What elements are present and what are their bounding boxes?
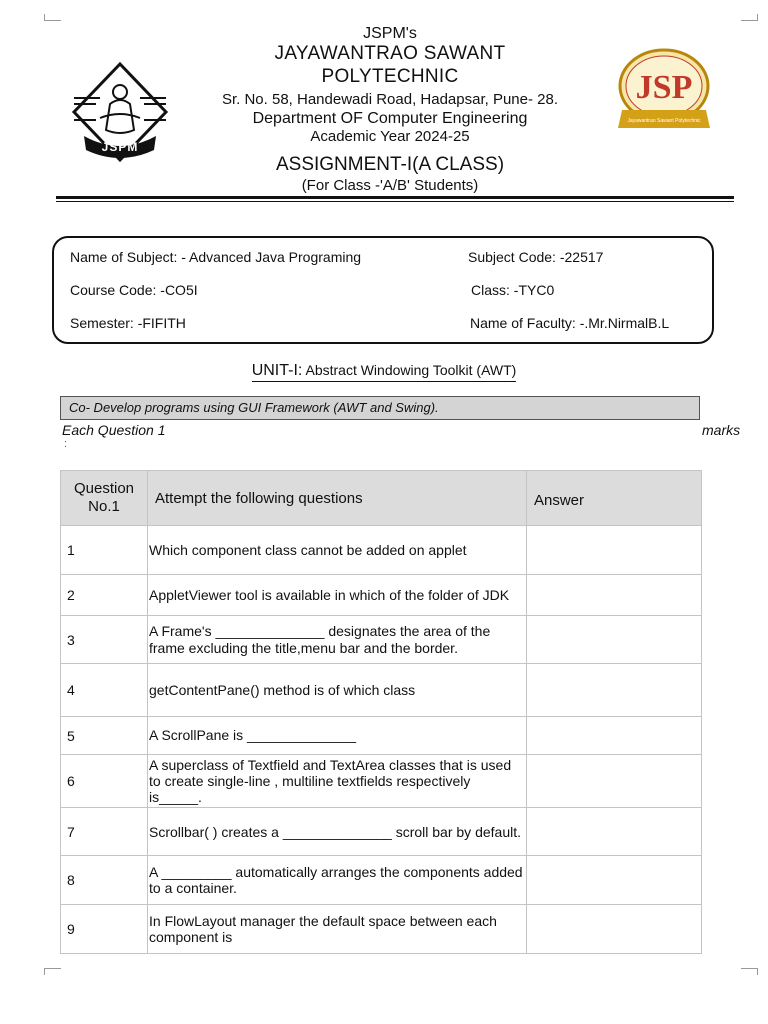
answer-header: Answer — [527, 471, 702, 526]
subject-name-field — [70, 249, 361, 265]
semester-value: -FIFITH — [133, 315, 186, 331]
header-divider — [56, 196, 734, 199]
question-text: A superclass of Textfield and TextArea classes that is used to create single-line , multiline textfields respectively is_____. — [148, 755, 527, 808]
course-code-label: Course Code: — [70, 282, 157, 298]
question-text: A Frame's ______________ designates the area of the frame excluding the title,menu bar and the border. — [148, 616, 527, 664]
table-row — [61, 717, 702, 755]
page-corner-mark — [44, 968, 61, 975]
question-number: 4 — [61, 664, 148, 717]
answer-cell[interactable] — [527, 575, 702, 616]
subject-name-value: Advanced Java Programing — [185, 249, 362, 265]
table-row — [61, 808, 702, 856]
question-text: A ScrollPane is ______________ — [148, 717, 527, 755]
table-row — [61, 905, 702, 954]
institute-address: Sr. No. 58, Handewadi Road, Hadapsar, Pune- 28. — [221, 90, 559, 108]
faculty-field — [470, 315, 669, 331]
header-divider-thin — [56, 201, 734, 202]
question-text: AppletViewer tool is available in which of the folder of JDK — [148, 575, 527, 616]
jsp-logo-text: JSP — [635, 69, 693, 106]
question-number: 2 — [61, 575, 148, 616]
answer-cell[interactable] — [527, 717, 702, 755]
question-number: 7 — [61, 808, 148, 856]
question-text: A _________ automatically arranges the components added to a container. — [148, 856, 527, 905]
unit-heading — [0, 362, 768, 382]
question-no-header-line1: Question — [73, 480, 135, 497]
answer-cell[interactable] — [527, 905, 702, 954]
question-no-header-line2: No.1 — [88, 498, 120, 515]
question-number: 6 — [61, 755, 148, 808]
question-number: 3 — [61, 616, 148, 664]
jspm-logo — [70, 62, 170, 164]
semester-field — [70, 315, 186, 331]
faculty-label: Name of Faculty: — [470, 315, 576, 331]
table-row — [61, 755, 702, 808]
subject-code-field — [468, 249, 603, 265]
question-number: 5 — [61, 717, 148, 755]
jspm-logo-text: JSPM — [101, 140, 139, 154]
page-corner-mark — [741, 968, 758, 975]
table-row — [61, 526, 702, 575]
answer-cell[interactable] — [527, 616, 702, 664]
answer-cell[interactable] — [527, 808, 702, 856]
subject-code-label: Subject Code: — [468, 249, 556, 265]
course-code-value: -CO5I — [156, 282, 198, 298]
institute-name: JAYAWANTRAO SAWANT — [274, 43, 506, 65]
question-header: Attempt the following questions — [148, 471, 527, 526]
subject-name-label: Name of Subject: - — [70, 249, 186, 265]
table-row — [61, 664, 702, 717]
answer-cell[interactable] — [527, 856, 702, 905]
course-outcome-box: Co- Develop programs using GUI Framework (AWT and Swing). — [60, 396, 700, 420]
course-code-field — [70, 282, 198, 298]
semester-label: Semester: — [70, 315, 134, 331]
table-header-row — [61, 471, 702, 526]
document-header — [160, 24, 620, 195]
question-text: getContentPane() method is of which class — [148, 664, 527, 717]
question-no-header — [61, 471, 148, 526]
unit-name: Abstract Windowing Toolkit (AWT) — [302, 362, 517, 378]
header-line1: JSPM's — [363, 25, 417, 42]
colon-mark: : — [64, 438, 68, 450]
question-text: Scrollbar( ) creates a ______________ scroll bar by default. — [148, 808, 527, 856]
question-number: 1 — [61, 526, 148, 575]
academic-year: Academic Year 2024-25 — [310, 127, 470, 145]
questions-table — [60, 470, 702, 954]
subject-code-value: -22517 — [555, 249, 604, 265]
unit-label: UNIT-I: — [251, 362, 303, 379]
answer-cell[interactable] — [527, 526, 702, 575]
assignment-for-class: (For Class -'A/B' Students) — [301, 176, 479, 194]
table-row — [61, 575, 702, 616]
question-text: Which component class cannot be added on applet — [148, 526, 527, 575]
class-label: Class: — [471, 282, 510, 298]
table-row — [61, 616, 702, 664]
jsp-logo — [612, 44, 716, 140]
jsp-logo-subtext: Jayawantrao Sawant Polytechnic — [627, 118, 701, 124]
class-field — [471, 282, 554, 298]
institute-name-2: POLYTECHNIC — [321, 65, 459, 87]
answer-cell[interactable] — [527, 664, 702, 717]
table-row — [61, 856, 702, 905]
answer-cell[interactable] — [527, 755, 702, 808]
subject-info-box — [52, 236, 714, 344]
department-name: Department OF Computer Engineering — [252, 109, 528, 127]
class-value: -TYC0 — [509, 282, 555, 298]
each-question-note: Each Question 1 — [62, 422, 166, 438]
faculty-value: -.Mr.NirmalB.L — [575, 315, 670, 331]
question-text: In FlowLayout manager the default space between each component is — [148, 905, 527, 954]
marks-note: marks — [702, 422, 741, 438]
page-corner-mark — [741, 14, 758, 21]
assignment-title: ASSIGNMENT-I(A CLASS) — [275, 153, 505, 175]
question-number: 8 — [61, 856, 148, 905]
question-number: 9 — [61, 905, 148, 954]
page-corner-mark — [44, 14, 61, 21]
